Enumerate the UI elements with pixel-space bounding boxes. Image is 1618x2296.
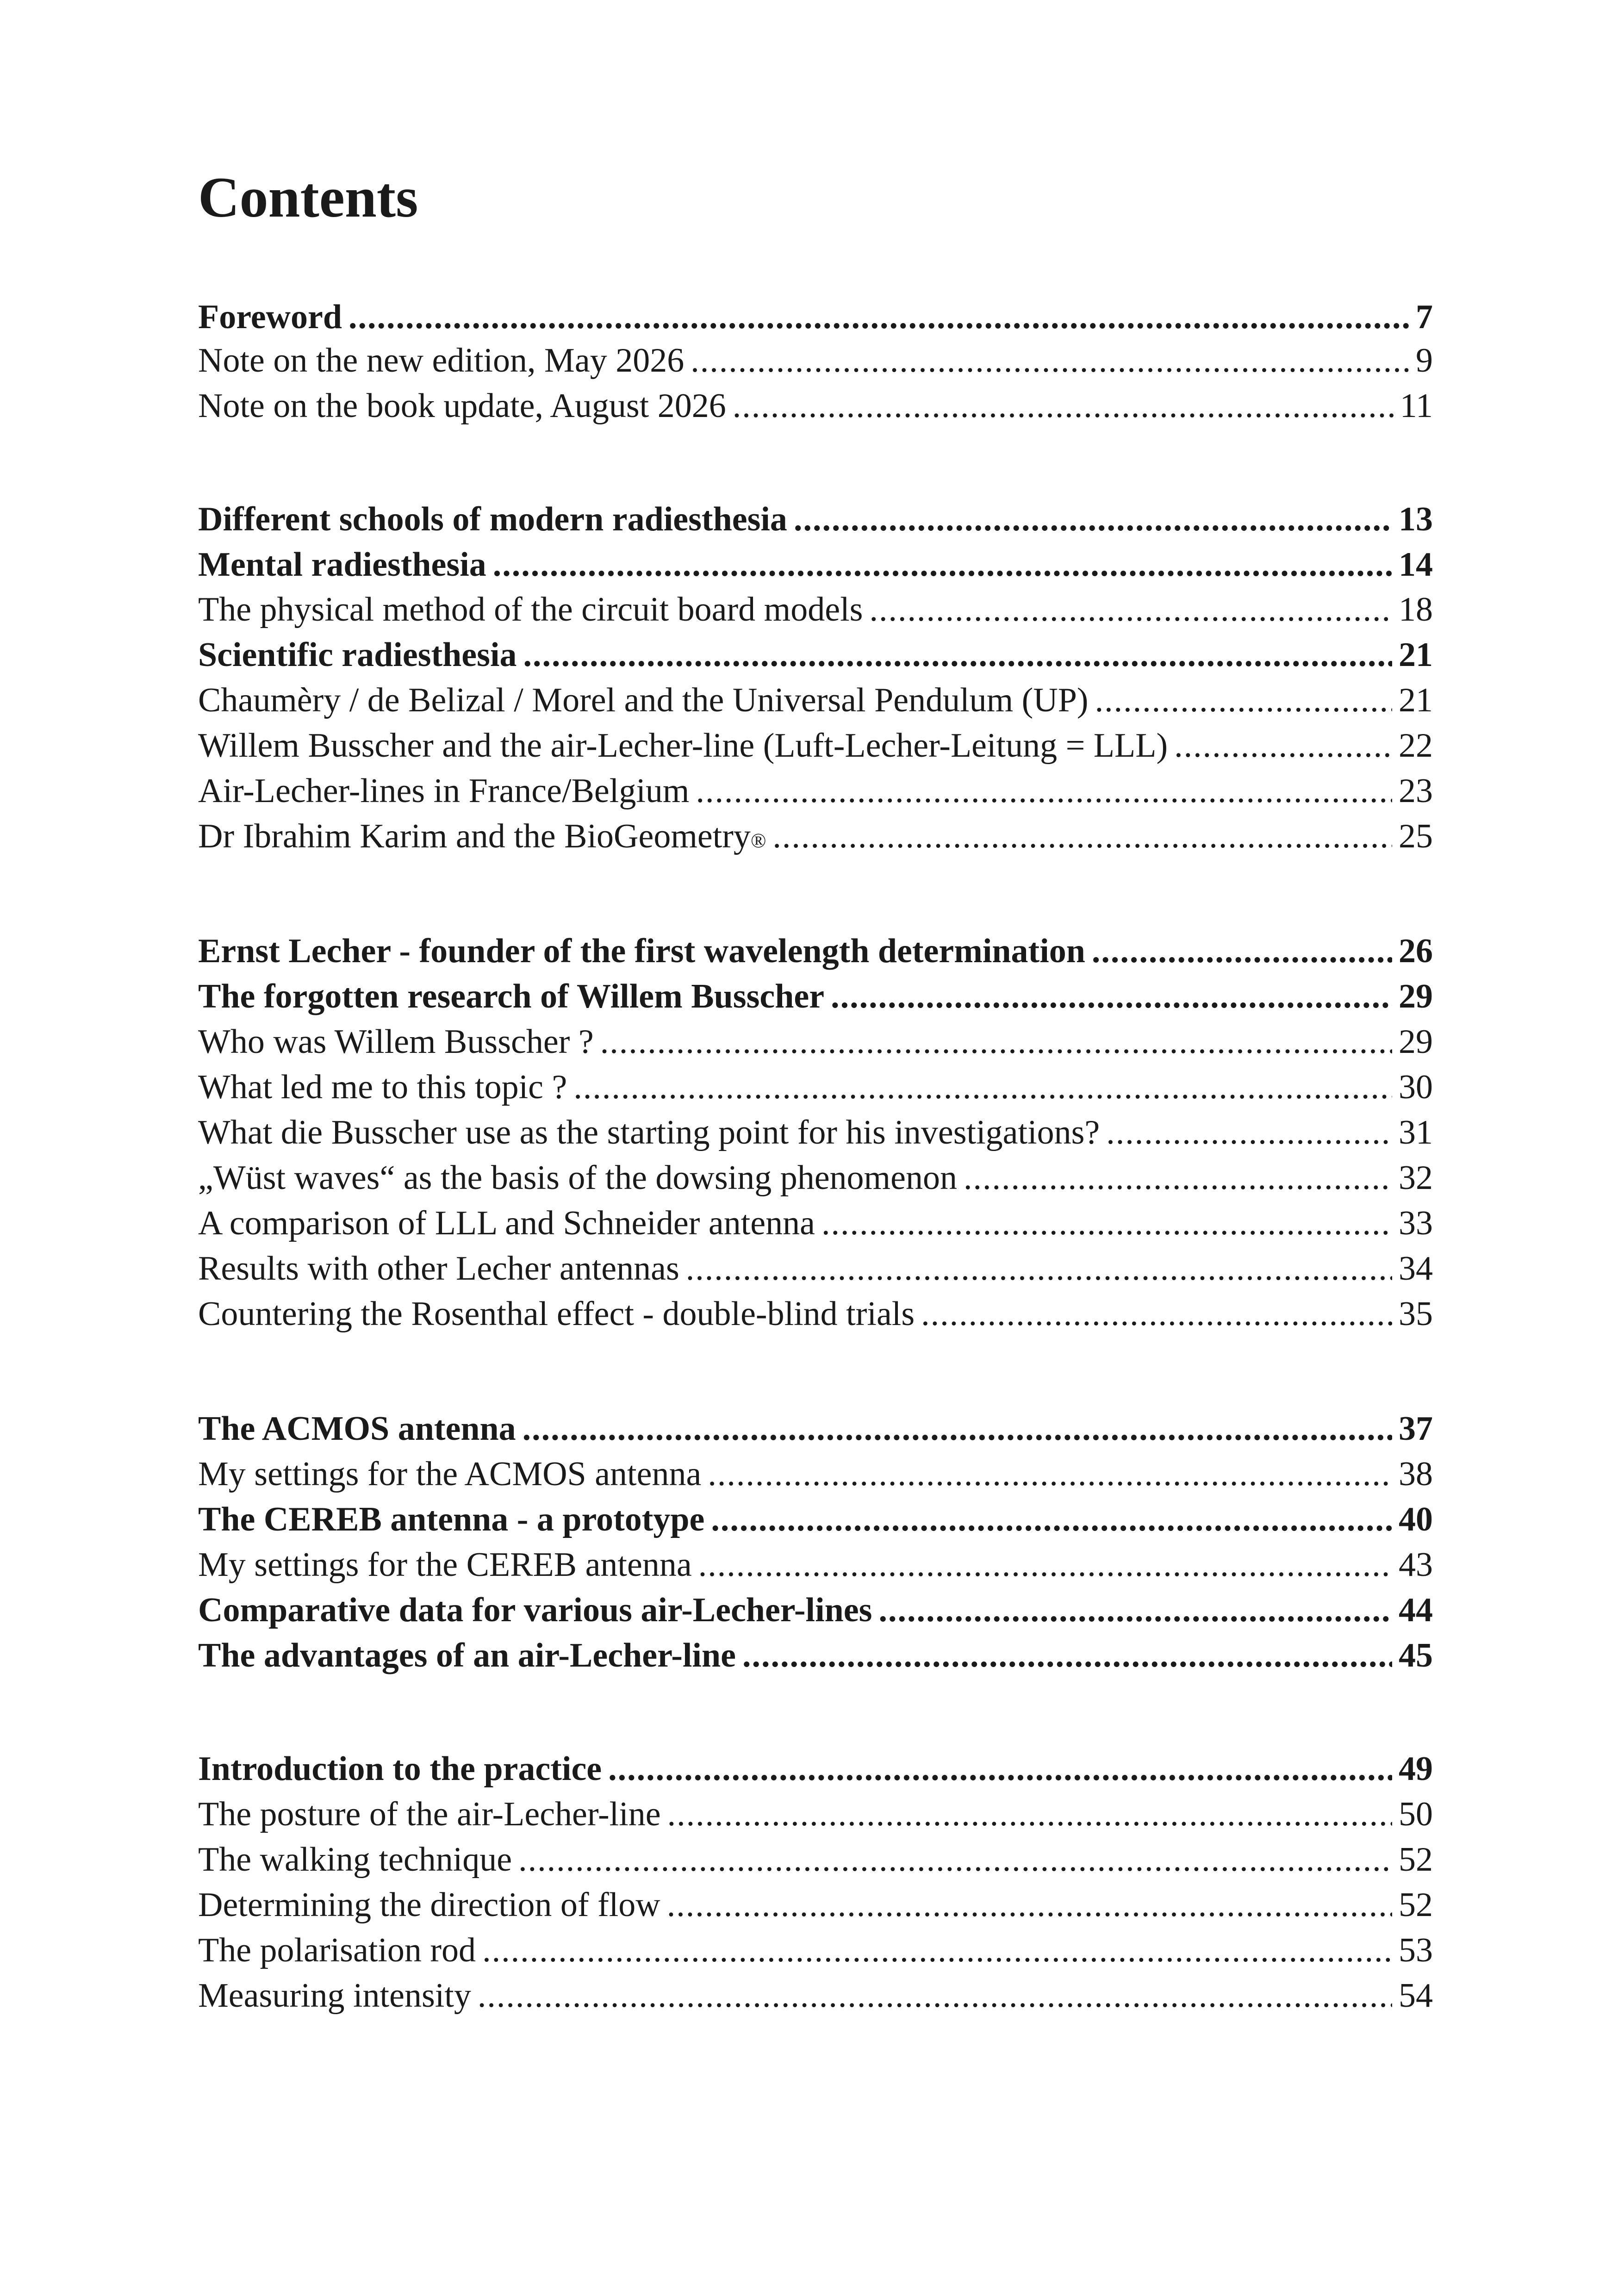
toc-entry-page: 37 [1399, 1410, 1433, 1448]
dot-leader [1174, 728, 1392, 763]
dot-leader [667, 1797, 1392, 1831]
dot-leader [821, 1206, 1392, 1240]
toc-entry-title: Ernst Lecher - founder of the first wavelength determination [198, 932, 1085, 970]
toc-entry-title: The forgotten research of Willem Busscher [198, 977, 825, 1015]
dot-leader [1106, 1115, 1392, 1150]
toc-entry-title: Note on the new edition, May 2026 [198, 342, 685, 380]
toc-entry [198, 300, 1433, 334]
page-title: Contents [198, 166, 418, 229]
toc-entry [198, 683, 1433, 717]
dot-leader [794, 502, 1392, 536]
toc-entry [198, 1070, 1433, 1104]
toc-entry-title: Introduction to the practice [198, 1750, 602, 1788]
toc-entry [198, 1842, 1433, 1877]
toc-entry [198, 1933, 1433, 1967]
toc-entry-page: 44 [1399, 1591, 1433, 1629]
toc-entry-title: My settings for the CEREB antenna [198, 1546, 692, 1584]
dot-leader [608, 1752, 1392, 1786]
toc-entry-page: 49 [1399, 1750, 1433, 1788]
toc-entry-page: 26 [1399, 932, 1433, 970]
toc-entry [198, 934, 1433, 968]
toc-entry-title: Results with other Lecher antennas [198, 1250, 679, 1288]
toc-entry [198, 1593, 1433, 1627]
toc-entry-title: Scientific radiesthesia [198, 636, 517, 674]
dot-leader [573, 1070, 1392, 1104]
toc-entry [198, 1638, 1433, 1673]
toc-entry [198, 979, 1433, 1014]
dot-leader [696, 774, 1392, 808]
dot-leader [733, 389, 1394, 423]
toc-entry: Dr Ibrahim Karim and the BioGeometry ® ..... 25 [198, 819, 1433, 853]
toc-entry-title: Comparative data for various air-Lecher-lines [198, 1591, 872, 1629]
toc-entry-page: 7 [1416, 298, 1433, 336]
dot-leader [964, 1161, 1392, 1195]
toc-entry-page: 29 [1399, 977, 1433, 1015]
toc-entry-page: 23 [1399, 772, 1433, 810]
toc-entry-page: 11 [1400, 387, 1433, 425]
toc-entry-page: 31 [1399, 1114, 1433, 1151]
toc-entry-page: 35 [1399, 1295, 1433, 1333]
dot-leader [523, 638, 1392, 672]
toc-entry-page: 45 [1399, 1636, 1433, 1674]
toc-entry-page: 22 [1399, 727, 1433, 765]
dot-leader [667, 1888, 1392, 1922]
toc-entry-title: Who was Willem Busscher ? [198, 1023, 594, 1061]
toc-entry-title: Air-Lecher-lines in France/Belgium [198, 772, 690, 810]
toc-entry-title: Foreword [198, 298, 342, 336]
toc-entry-title: The physical method of the circuit board models [198, 591, 863, 628]
toc-entry-title: What led me to this topic ? [198, 1068, 567, 1106]
toc-entry [198, 728, 1433, 763]
toc-entry-title: The walking technique [198, 1841, 512, 1879]
toc-entry-page: 50 [1399, 1795, 1433, 1833]
toc-entry [198, 1797, 1433, 1831]
dot-leader [831, 979, 1392, 1014]
toc-entry [198, 548, 1433, 582]
dot-leader [1092, 934, 1392, 968]
toc-entry-page: 13 [1399, 500, 1433, 538]
dot-leader [600, 1025, 1392, 1059]
toc-entry [198, 1251, 1433, 1286]
toc-entry-page: 18 [1399, 591, 1433, 628]
toc-entry [198, 1297, 1433, 1331]
toc-entry-title: Different schools of modern radiesthesia [198, 500, 787, 538]
toc-entry-title: The polarisation rod [198, 1931, 476, 1969]
toc-entry [198, 1888, 1433, 1922]
dot-leader [869, 592, 1392, 627]
toc-entry [198, 1025, 1433, 1059]
toc-entry-title: The CEREB antenna - a prototype [198, 1500, 705, 1538]
toc-entry-page: 14 [1399, 546, 1433, 584]
dot-leader [698, 1548, 1392, 1582]
toc-entry-page: 33 [1399, 1204, 1433, 1242]
toc-entry-title: „Wüst waves“ as the basis of the dowsing phenomenon [198, 1159, 957, 1197]
toc-entry [198, 343, 1433, 378]
toc-entry-title: The ACMOS antenna [198, 1410, 516, 1448]
toc-entry-page: 30 [1399, 1068, 1433, 1106]
dot-leader [493, 548, 1392, 582]
dot-leader [686, 1251, 1392, 1286]
toc-entry [198, 389, 1433, 423]
dot-leader [518, 1842, 1392, 1877]
toc-entry-page: 34 [1399, 1250, 1433, 1288]
dot-leader [348, 300, 1409, 334]
toc-entry-title: Measuring intensity [198, 1977, 471, 2015]
toc-entry-page: 21 [1399, 636, 1433, 674]
toc-entry-title: Mental radiesthesia [198, 546, 486, 584]
toc-entry-page: 29 [1399, 1023, 1433, 1061]
toc-entry-page: 21 [1399, 681, 1433, 719]
dot-leader [523, 1412, 1392, 1446]
toc-entry-page: 52 [1399, 1841, 1433, 1879]
toc-entry-title: Willem Busscher and the air-Lecher-line (Luft-Lecher-Leitung = LLL) [198, 727, 1168, 765]
toc-entry [198, 1752, 1433, 1786]
toc-entry-page: 9 [1416, 342, 1433, 380]
toc-entry [198, 638, 1433, 672]
dot-leader [708, 1457, 1392, 1491]
toc-entry [198, 1548, 1433, 1582]
toc-entry-title: Determining the direction of flow [198, 1886, 660, 1924]
toc-entry [198, 1115, 1433, 1150]
toc-entry-title: Countering the Rosenthal effect - double-blind trials [198, 1295, 915, 1333]
dot-leader [691, 343, 1409, 378]
toc-entry-page: 40 [1399, 1500, 1433, 1538]
toc-entry-title: The advantages of an air-Lecher-line [198, 1636, 736, 1674]
toc-entry [198, 1161, 1433, 1195]
toc-entry [198, 774, 1433, 808]
dot-leader [482, 1933, 1392, 1967]
toc-entry-page: 53 [1399, 1931, 1433, 1969]
toc-entry [198, 502, 1433, 536]
toc-entry-title: My settings for the ACMOS antenna [198, 1455, 702, 1493]
toc-entry-title: Note on the book update, August 2026 [198, 387, 726, 425]
toc-entry [198, 1457, 1433, 1491]
dot-leader [711, 1502, 1392, 1537]
dot-leader [1095, 683, 1392, 717]
toc-entry [198, 1412, 1433, 1446]
toc-entry-title: What die Busscher use as the starting point for his investigations? [198, 1114, 1100, 1151]
dot-leader [478, 1979, 1392, 2013]
dot-leader [921, 1297, 1392, 1331]
table-of-contents [198, 0, 1433, 2296]
dot-leader [878, 1593, 1392, 1627]
toc-entry-title: Dr Ibrahim Karim and the BioGeometry [198, 817, 751, 855]
toc-entry-page: 32 [1399, 1159, 1433, 1197]
toc-entry-page: 54 [1399, 1977, 1433, 2015]
toc-entry-title: The posture of the air-Lecher-line [198, 1795, 661, 1833]
toc-entry-page: 43 [1399, 1546, 1433, 1584]
dot-leader [772, 819, 1392, 853]
toc-entry [198, 592, 1433, 627]
toc-entry [198, 1502, 1433, 1537]
toc-entry [198, 1979, 1433, 2013]
dot-leader [742, 1638, 1392, 1673]
toc-entry-title: A comparison of LLL and Schneider antenna [198, 1204, 815, 1242]
toc-entry [198, 1206, 1433, 1240]
toc-entry-page: 38 [1399, 1455, 1433, 1493]
toc-entry-page: 52 [1399, 1886, 1433, 1924]
toc-entry-page: 25 [1399, 817, 1433, 855]
toc-entry-title: Chaumèry / de Belizal / Morel and the Universal Pendulum (UP) [198, 681, 1089, 719]
